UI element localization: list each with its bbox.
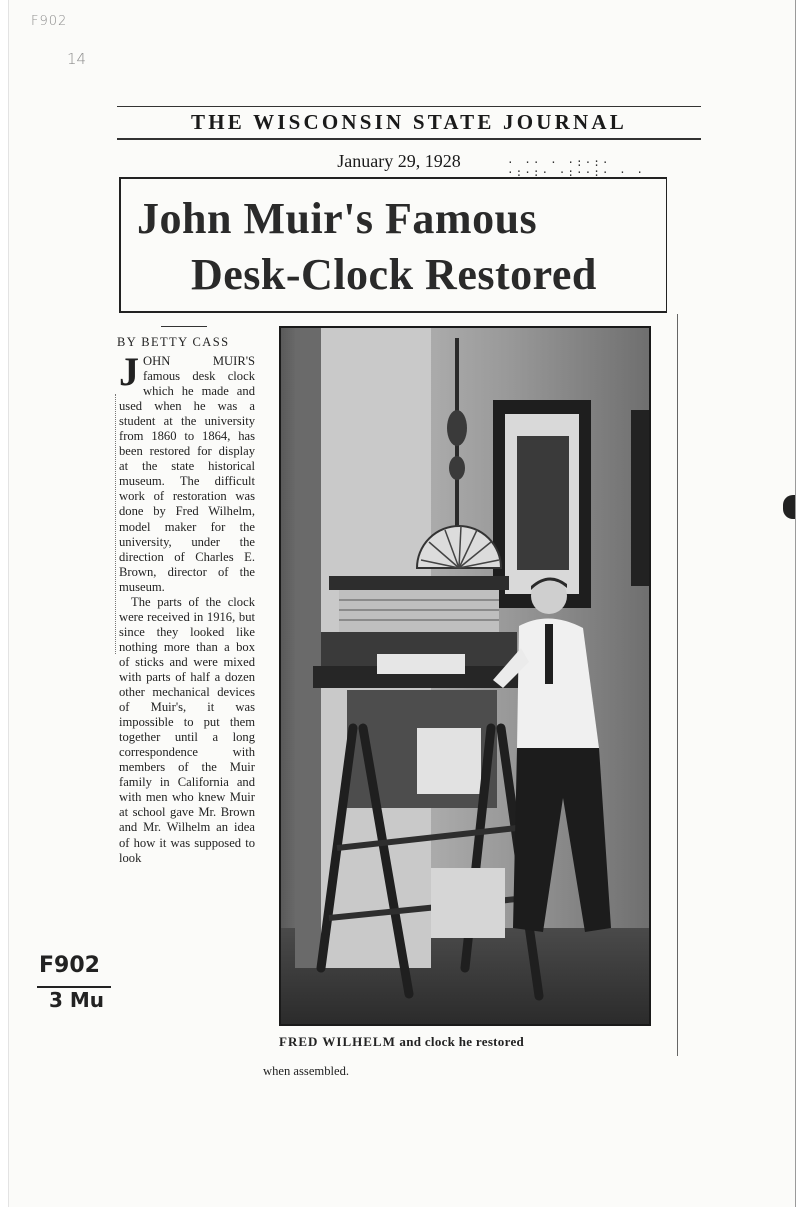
page-edge-tab — [783, 495, 795, 519]
pencil-mark-top: F902 — [31, 14, 68, 29]
picture-frame-2 — [631, 410, 651, 586]
desk-papers — [377, 654, 465, 674]
article-paragraph-2: The parts of the clock were received in 1916, but since they looked like nothing more than a box of sticks and were mixed with parts of half a dozen other mechanical devices of Muir's, it was impossible to put them together until a long correspondence with members of the Muir family in California and with men who knew Muir at school gave Mr. Brown and Mr. Wilhelm an idea of how it was supposed to look — [119, 594, 255, 865]
perforation-dots: · ·· · ·:·:· ·:·:· ·:··:· · · — [507, 156, 645, 179]
headline-box — [119, 177, 667, 313]
drop-cap: J — [119, 349, 139, 394]
clock-finial-2 — [449, 456, 465, 480]
clock-finial — [447, 410, 467, 446]
publication-date: January 29, 1928 — [337, 151, 461, 171]
desk-books — [339, 590, 499, 632]
caption-rest: and clock he restored — [399, 1034, 525, 1049]
headline-line-2: Desk-Clock Restored — [191, 250, 597, 299]
shelf-mark-line-1: F902 — [39, 953, 100, 978]
paragraph-1-text: OHN MUIR'S famous desk clock which he made and used when he was a student at the university from 1860 to 1864, has been restored for display at the state historical museum. The difficult work of restoration was done by Fred Wilhelm, model maker for the university, under the direction of Charles E. Brown, director of the museum. — [119, 354, 255, 594]
column-rule — [677, 314, 678, 1056]
headline-line-1: John Muir's Famous — [137, 194, 538, 243]
masthead: THE WISCONSIN STATE JOURNAL — [191, 110, 627, 134]
article-body — [119, 349, 255, 866]
column-edge-marks — [115, 394, 117, 654]
article-paragraph-1 — [119, 349, 255, 595]
byline: BY BETTY CASS — [117, 335, 230, 349]
masthead-rule-bottom — [117, 138, 701, 140]
pencil-mark-number: 14 — [67, 50, 87, 68]
byline-rule — [161, 326, 207, 327]
photo-caption — [279, 1034, 651, 1050]
picture-image — [517, 436, 569, 570]
caption-name: FRED WILHELM — [279, 1034, 396, 1049]
article-continuation: when assembled. — [263, 1064, 350, 1078]
desk-drawer — [417, 728, 481, 794]
door-frame — [295, 328, 321, 968]
photo-illustration — [281, 328, 651, 1026]
newspaper-clipping — [8, 0, 796, 1207]
floor-box — [431, 868, 505, 938]
masthead-rule-top — [117, 106, 701, 107]
desk-top-shelf — [329, 576, 509, 590]
photograph — [279, 326, 651, 1026]
man-tie — [545, 624, 553, 684]
shelf-mark-line-2: 3 Mu — [49, 988, 105, 1012]
